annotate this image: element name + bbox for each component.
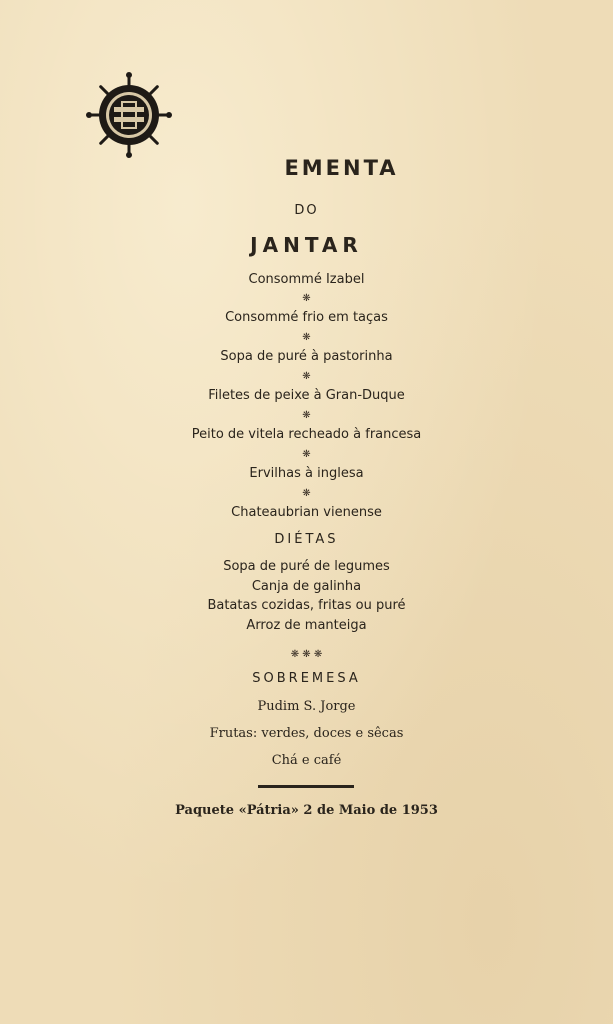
menu-title: EMENTA <box>284 156 399 180</box>
menu-of: DO <box>294 203 319 218</box>
dish-item: Consommé Izabel <box>248 272 365 287</box>
dish-item: Chateaubrian vienense <box>231 505 382 520</box>
diet-item: Sopa de puré de legumes <box>223 559 390 574</box>
separator-icon: ❋ <box>302 371 311 382</box>
diet-item: Batatas cozidas, fritas ou puré <box>207 598 406 613</box>
triple-separator-icon: ❋ ❋ ❋ <box>290 649 323 660</box>
separator-icon: ❋ <box>302 449 311 460</box>
dish-item: Peito de vitela recheado à francesa <box>191 427 422 442</box>
dessert-item: Chá e café <box>271 753 342 768</box>
dish-item: Sopa de puré à pastorinha <box>220 349 393 364</box>
dessert-item: Frutas: verdes, doces e sêcas <box>209 726 404 741</box>
divider-rule <box>258 785 354 788</box>
meal-title: JANTAR <box>250 233 363 257</box>
dessert-title: SOBREMESA <box>252 671 361 686</box>
separator-icon: ❋ <box>302 410 311 421</box>
separator-icon: ❋ <box>302 488 311 499</box>
diets-title: DIÉTAS <box>274 532 339 547</box>
dish-item: Ervilhas à inglesa <box>249 466 364 481</box>
ship-wheel-emblem-icon <box>86 72 172 158</box>
dish-item: Consommé frio em taças <box>225 310 388 325</box>
separator-icon: ❋ <box>302 293 311 304</box>
footer-text: Paquete «Pátria» 2 de Maio de 1953 <box>175 803 438 818</box>
separator-icon: ❋ <box>302 332 311 343</box>
diet-item: Canja de galinha <box>251 579 362 594</box>
dessert-item: Pudim S. Jorge <box>257 699 356 714</box>
diet-item: Arroz de manteiga <box>246 618 367 633</box>
dish-item: Filetes de peixe à Gran-Duque <box>208 388 405 403</box>
